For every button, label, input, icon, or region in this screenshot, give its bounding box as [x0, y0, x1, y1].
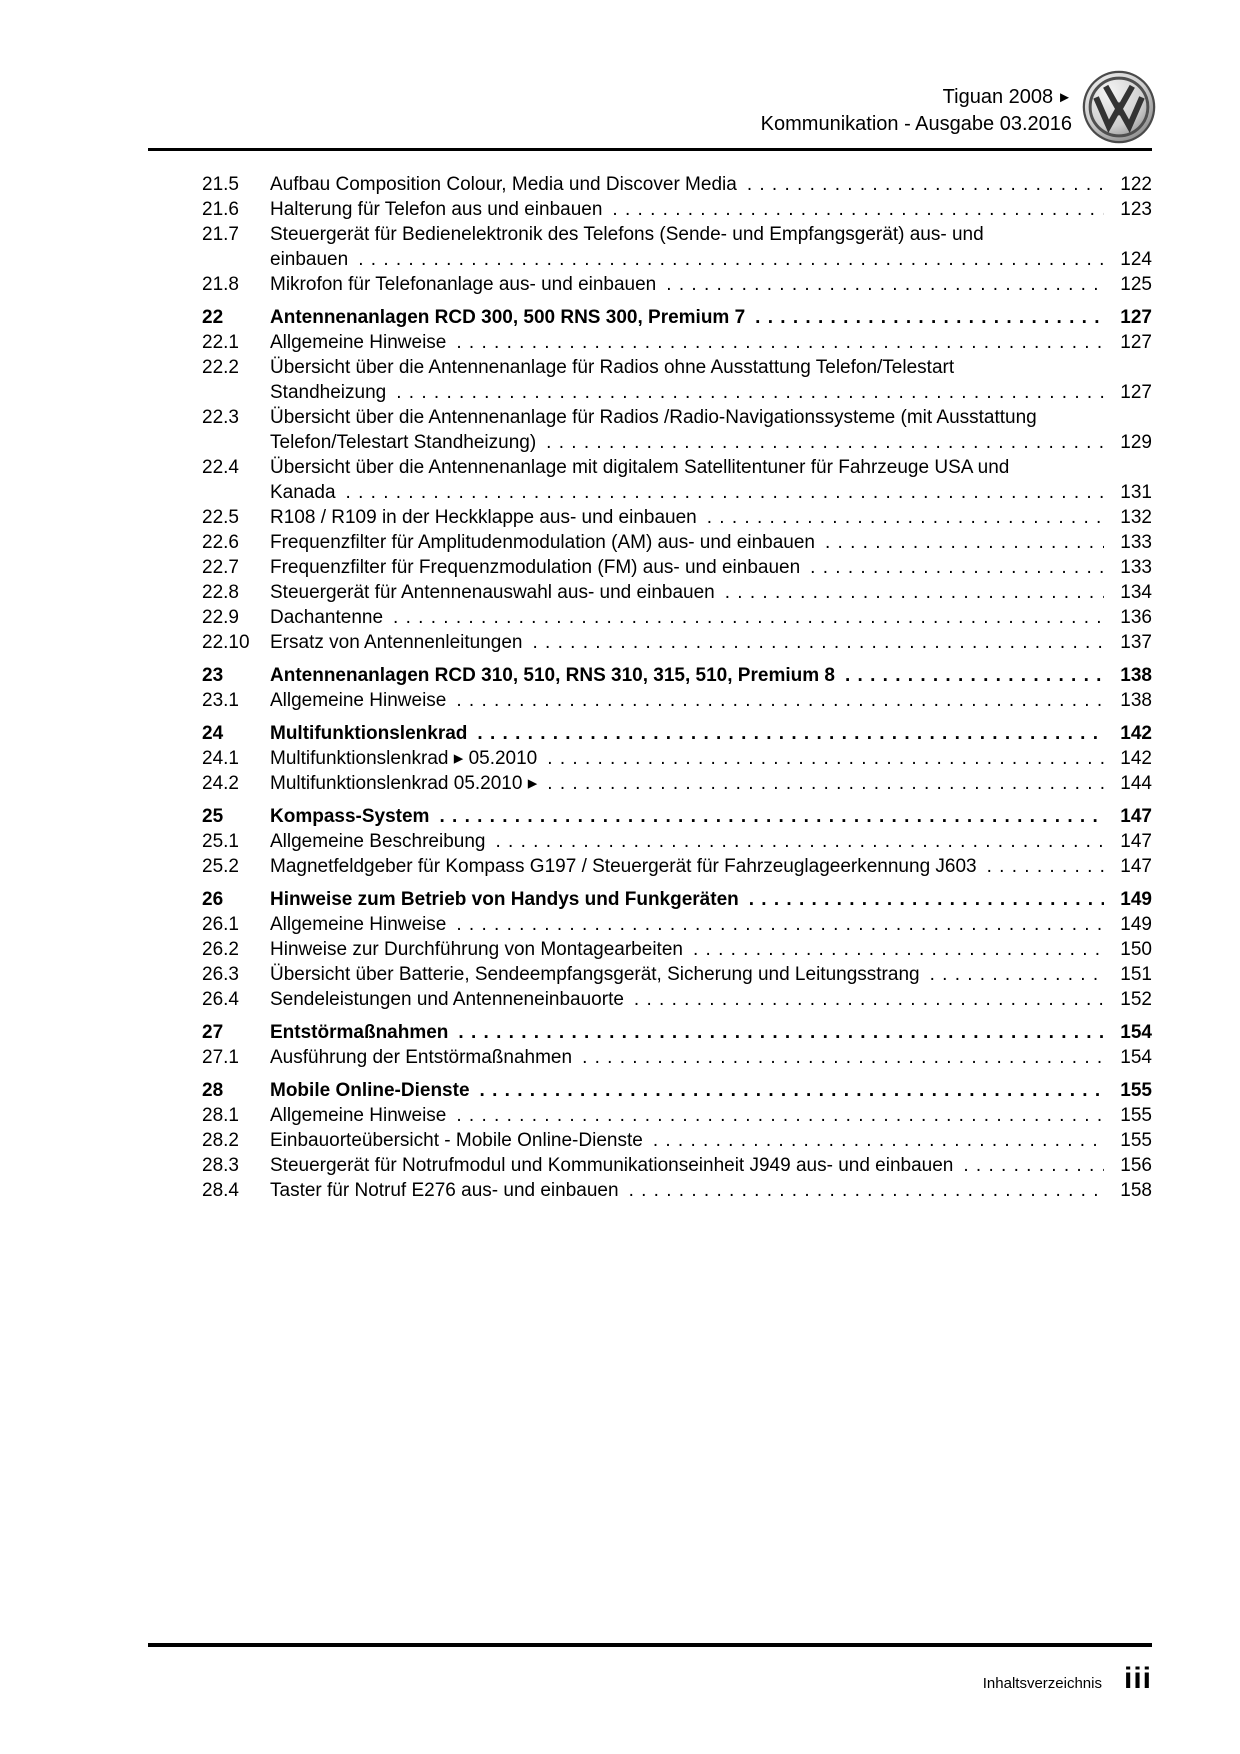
toc-entry-number: 22.7 — [202, 557, 239, 578]
toc-entry-content — [270, 688, 1152, 713]
toc-entry-page: 129 — [1120, 432, 1152, 453]
toc-entry-page: 127 — [1120, 382, 1152, 403]
toc-entry-title: Magnetfeldgeber für Kompass G197 / Steuergerät für Fahrzeuglageerkennung J603 — [270, 856, 977, 877]
dot-leader — [810, 555, 1104, 580]
toc-entry-number: 22.5 — [202, 507, 239, 528]
toc-entry-title: Standheizung — [270, 382, 387, 403]
toc-entry-number: 26.1 — [202, 914, 239, 935]
toc-entry-number: 21.5 — [202, 174, 239, 195]
toc-entry-title: Allgemeine Hinweise — [270, 690, 447, 711]
toc-entry-page: 149 — [1120, 889, 1152, 910]
toc-entry-content — [270, 1020, 1152, 1045]
toc-entry-page: 133 — [1120, 532, 1152, 553]
dot-leader — [456, 912, 1104, 937]
toc-entry[interactable] — [202, 1045, 1152, 1070]
dot-leader — [930, 962, 1104, 987]
toc-entry-title: einbauen — [270, 249, 349, 270]
dot-leader — [532, 630, 1104, 655]
toc-entry-content — [270, 222, 1152, 272]
toc-entry-number: 24.1 — [202, 748, 239, 769]
toc-entry-content — [270, 1078, 1152, 1103]
toc-entry[interactable] — [202, 887, 1152, 912]
dot-leader — [393, 605, 1104, 630]
toc-entry-title: Taster für Notruf E276 aus- und einbauen — [270, 1180, 619, 1201]
dot-leader — [707, 505, 1104, 530]
toc-entry[interactable] — [202, 580, 1152, 605]
dot-leader — [456, 1103, 1104, 1128]
toc-entry-content — [270, 663, 1152, 688]
toc-entry-content — [270, 555, 1152, 580]
toc-entry-title-wrap: Steuergerät für Bedienelektronik des Telefons (Sende- und Empfangsgerät) aus- und — [270, 224, 984, 245]
dot-leader — [495, 829, 1104, 854]
toc-entry-number: 28.1 — [202, 1105, 239, 1126]
toc-entry-page: 144 — [1120, 773, 1152, 794]
toc-entry[interactable] — [202, 804, 1152, 829]
toc-entry[interactable] — [202, 829, 1152, 854]
toc-entry-page: 154 — [1120, 1022, 1152, 1043]
toc-entry-content — [270, 1128, 1152, 1153]
toc-entry-number: 22.10 — [202, 632, 250, 653]
toc-entry-number: 22.1 — [202, 332, 239, 353]
toc-entry-content — [270, 771, 1152, 796]
toc-entry[interactable] — [202, 721, 1152, 746]
toc-entry-content — [270, 829, 1152, 854]
toc-entry[interactable] — [202, 1020, 1152, 1045]
toc-entry-page: 123 — [1120, 199, 1152, 220]
toc-entry-title: Halterung für Telefon aus und einbauen — [270, 199, 603, 220]
dot-leader — [987, 854, 1104, 879]
toc-entry-title-wrap: Übersicht über die Antennenanlage mit digitalem Satellitentuner für Fahrzeuge USA und — [270, 457, 1010, 478]
toc-entry-title: Mikrofon für Telefonanlage aus- und einbauen — [270, 274, 657, 295]
toc-entry-page: 155 — [1120, 1105, 1152, 1126]
toc-entry-page: 156 — [1120, 1155, 1152, 1176]
dot-leader — [439, 804, 1104, 829]
toc-entry-page: 155 — [1120, 1130, 1152, 1151]
dot-leader — [634, 987, 1104, 1012]
toc-entry-title: Aufbau Composition Colour, Media und Discover Media — [270, 174, 737, 195]
dot-leader — [458, 1020, 1104, 1045]
toc-entry-page: 132 — [1120, 507, 1152, 528]
toc-entry[interactable] — [202, 688, 1152, 713]
toc-entry-number: 25 — [202, 806, 224, 827]
toc-entry-title: Übersicht über Batterie, Sendeempfangsgerät, Sicherung und Leitungsstrang — [270, 964, 920, 985]
toc-entry-number: 21.6 — [202, 199, 239, 220]
dot-leader — [456, 688, 1104, 713]
dot-leader — [693, 937, 1104, 962]
toc-entry[interactable] — [202, 197, 1152, 222]
toc-entry-title: Allgemeine Hinweise — [270, 332, 447, 353]
toc-entry-number: 27.1 — [202, 1047, 239, 1068]
toc-entry-title: Sendeleistungen und Antenneneinbauorte — [270, 989, 624, 1010]
toc-entry-title: Hinweise zum Betrieb von Handys und Funkgeräten — [270, 889, 739, 910]
header-model: Tiguan 2008 — [942, 86, 1054, 108]
toc-entry-number: 24.2 — [202, 773, 239, 794]
toc-entry-content — [270, 912, 1152, 937]
toc-entry[interactable] — [202, 630, 1152, 655]
toc-entry-number: 28.3 — [202, 1155, 239, 1176]
toc-entry-content — [270, 355, 1152, 405]
dot-leader — [612, 197, 1104, 222]
toc-entry-title: Kompass-System — [270, 806, 430, 827]
toc-entry[interactable] — [202, 455, 1152, 505]
dot-leader — [358, 247, 1104, 272]
toc-entry-number: 25.1 — [202, 831, 239, 852]
toc-entry-content — [270, 937, 1152, 962]
toc-entry-content — [270, 1045, 1152, 1070]
toc-entry-content — [270, 721, 1152, 746]
header-subtitle: Kommunikation - Ausgabe 03.2016 — [760, 113, 1072, 135]
toc-entry[interactable] — [202, 746, 1152, 771]
dot-leader — [547, 746, 1104, 771]
toc-entry-number: 26.4 — [202, 989, 239, 1010]
toc-entry[interactable] — [202, 330, 1152, 355]
dot-leader — [825, 530, 1104, 555]
toc-entry-page: 138 — [1120, 665, 1152, 686]
toc-entry[interactable] — [202, 854, 1152, 879]
toc-entry-content — [270, 1153, 1152, 1178]
toc-entry-content — [270, 272, 1152, 297]
toc-entry-page: 147 — [1120, 831, 1152, 852]
toc-entry-number: 26.2 — [202, 939, 239, 960]
toc-entry-number: 22.2 — [202, 357, 239, 378]
toc-entry-content — [270, 987, 1152, 1012]
toc-entry[interactable] — [202, 663, 1152, 688]
toc-entry[interactable] — [202, 172, 1152, 197]
toc-entry-content — [270, 172, 1152, 197]
toc-entry[interactable] — [202, 1128, 1152, 1153]
toc-entry-title: Hinweise zur Durchführung von Montagearbeiten — [270, 939, 683, 960]
toc-entry[interactable] — [202, 912, 1152, 937]
toc-entry-number: 22.8 — [202, 582, 239, 603]
toc-entry-title: Allgemeine Hinweise — [270, 1105, 447, 1126]
dot-leader — [346, 480, 1104, 505]
toc-entry-content — [270, 804, 1152, 829]
toc-entry-page: 152 — [1120, 989, 1152, 1010]
toc-entry[interactable] — [202, 1153, 1152, 1178]
toc-entry[interactable] — [202, 987, 1152, 1012]
toc-entry-page: 134 — [1120, 582, 1152, 603]
toc-entry-content — [270, 962, 1152, 987]
toc-entry-page: 147 — [1120, 856, 1152, 877]
toc-entry[interactable] — [202, 505, 1152, 530]
toc-entry[interactable] — [202, 530, 1152, 555]
toc-entry[interactable] — [202, 937, 1152, 962]
toc-entry-number: 28.4 — [202, 1180, 239, 1201]
toc-entry[interactable] — [202, 222, 1152, 272]
toc-entry-number: 26.3 — [202, 964, 239, 985]
toc-entry-page: 136 — [1120, 607, 1152, 628]
toc-entry-number: 22.6 — [202, 532, 239, 553]
toc-entry[interactable] — [202, 1103, 1152, 1128]
toc-entry-number: 22.3 — [202, 407, 239, 428]
toc-entry-title: Dachantenne — [270, 607, 384, 628]
dot-leader — [725, 580, 1104, 605]
toc-entry[interactable] — [202, 272, 1152, 297]
toc-entry-title: Multifunktionslenkrad ▸ 05.2010 — [270, 748, 538, 769]
toc-entry-content — [270, 305, 1152, 330]
toc-entry-page: 125 — [1120, 274, 1152, 295]
toc-entry-content — [270, 854, 1152, 879]
dot-leader — [747, 172, 1104, 197]
toc-entry-page: 151 — [1120, 964, 1152, 985]
toc-entry-page: 150 — [1120, 939, 1152, 960]
toc-entry-page: 142 — [1120, 723, 1152, 744]
toc-entry-page: 142 — [1120, 748, 1152, 769]
toc-entry-content — [270, 605, 1152, 630]
right-arrow-icon: ► — [1057, 89, 1072, 106]
toc-entry-number: 26 — [202, 889, 224, 910]
dot-leader — [480, 1078, 1104, 1103]
footer-section-label: Inhaltsverzeichnis — [982, 1675, 1102, 1692]
toc-entry[interactable] — [202, 1078, 1152, 1103]
header-model-line — [761, 84, 1072, 111]
toc-entry-number: 28.2 — [202, 1130, 239, 1151]
toc-entry-title: Mobile Online-Dienste — [270, 1080, 470, 1101]
toc-entry-content — [270, 630, 1152, 655]
toc-entry-title: Ersatz von Antennenleitungen — [270, 632, 523, 653]
toc-entry-page: 122 — [1120, 174, 1152, 195]
table-of-contents — [202, 172, 1152, 1203]
toc-entry-content — [270, 580, 1152, 605]
toc-entry-number: 22.4 — [202, 457, 239, 478]
toc-entry-title: Steuergerät für Notrufmodul und Kommunikationseinheit J949 aus- und einbauen — [270, 1155, 954, 1176]
toc-entry-page: 158 — [1120, 1180, 1152, 1201]
toc-entry[interactable] — [202, 355, 1152, 405]
vw-logo-icon — [1082, 70, 1156, 144]
toc-entry-title: Steuergerät für Antennenauswahl aus- und einbauen — [270, 582, 715, 603]
toc-entry-content — [270, 197, 1152, 222]
toc-entry[interactable] — [202, 605, 1152, 630]
toc-entry-content — [270, 330, 1152, 355]
toc-entry[interactable] — [202, 405, 1152, 455]
toc-entry-title: Entstörmaßnahmen — [270, 1022, 449, 1043]
toc-entry-content — [270, 530, 1152, 555]
toc-entry-page: 127 — [1120, 307, 1152, 328]
toc-entry-number: 23 — [202, 665, 224, 686]
toc-entry-page: 154 — [1120, 1047, 1152, 1068]
footer-divider — [148, 1643, 1152, 1647]
toc-entry[interactable] — [202, 305, 1152, 330]
toc-entry-content — [270, 746, 1152, 771]
toc-entry-title: Multifunktionslenkrad — [270, 723, 468, 744]
toc-entry-page: 133 — [1120, 557, 1152, 578]
toc-entry-title: Antennenanlagen RCD 300, 500 RNS 300, Premium 7 — [270, 307, 746, 328]
toc-entry-title: Multifunktionslenkrad 05.2010 ▸ — [270, 773, 538, 794]
toc-entry-number: 21.8 — [202, 274, 239, 295]
page-footer — [983, 1662, 1152, 1696]
toc-entry-title: Ausführung der Entstörmaßnahmen — [270, 1047, 573, 1068]
toc-entry[interactable] — [202, 962, 1152, 987]
toc-entry-content — [270, 505, 1152, 530]
toc-entry[interactable] — [202, 1178, 1152, 1203]
toc-entry-number: 21.7 — [202, 224, 239, 245]
footer-page-number: iii — [1123, 1662, 1152, 1695]
toc-entry-content — [270, 455, 1152, 505]
toc-entry[interactable] — [202, 771, 1152, 796]
dot-leader — [477, 721, 1104, 746]
toc-entry-page: 155 — [1120, 1080, 1152, 1101]
dot-leader — [456, 330, 1104, 355]
toc-entry-page: 124 — [1120, 249, 1152, 270]
toc-entry-number: 28 — [202, 1080, 224, 1101]
dot-leader — [755, 305, 1104, 330]
toc-entry-number: 27 — [202, 1022, 224, 1043]
toc-entry-content — [270, 1103, 1152, 1128]
dot-leader — [582, 1045, 1104, 1070]
toc-entry-number: 22.9 — [202, 607, 239, 628]
dot-leader — [666, 272, 1104, 297]
toc-entry-number: 22 — [202, 307, 224, 328]
toc-entry-title: Einbauorteübersicht - Mobile Online-Dienste — [270, 1130, 643, 1151]
toc-entry-title: Antennenanlagen RCD 310, 510, RNS 310, 315, 510, Premium 8 — [270, 665, 835, 686]
toc-entry-title: Telefon/Telestart Standheizung) — [270, 432, 537, 453]
toc-entry-number: 23.1 — [202, 690, 239, 711]
toc-entry-number: 24 — [202, 723, 224, 744]
toc-entry-page: 147 — [1120, 806, 1152, 827]
toc-entry-page: 131 — [1120, 482, 1152, 503]
dot-leader — [547, 771, 1104, 796]
dot-leader — [546, 430, 1104, 455]
toc-entry-page: 127 — [1120, 332, 1152, 353]
toc-entry-content — [270, 405, 1152, 455]
page-header — [761, 84, 1072, 138]
toc-entry-title: Frequenzfilter für Amplitudenmodulation (AM) aus- und einbauen — [270, 532, 815, 553]
toc-entry-page: 137 — [1120, 632, 1152, 653]
toc-entry-page: 138 — [1120, 690, 1152, 711]
dot-leader — [653, 1128, 1104, 1153]
toc-entry[interactable] — [202, 555, 1152, 580]
dot-leader — [629, 1178, 1104, 1203]
toc-entry-page: 149 — [1120, 914, 1152, 935]
toc-entry-title: Allgemeine Hinweise — [270, 914, 447, 935]
dot-leader — [749, 887, 1104, 912]
toc-entry-title: Frequenzfilter für Frequenzmodulation (FM) aus- und einbauen — [270, 557, 801, 578]
toc-entry-title: R108 / R109 in der Heckklappe aus- und einbauen — [270, 507, 697, 528]
toc-entry-title-wrap: Übersicht über die Antennenanlage für Radios ohne Ausstattung Telefon/Telestart — [270, 357, 955, 378]
toc-entry-content — [270, 1178, 1152, 1203]
toc-entry-title-wrap: Übersicht über die Antennenanlage für Radios /Radio-Navigationssysteme (mit Ausstattung — [270, 407, 1037, 428]
toc-entry-content — [270, 887, 1152, 912]
toc-entry-title: Kanada — [270, 482, 336, 503]
toc-entry-number: 25.2 — [202, 856, 239, 877]
toc-entry-title: Allgemeine Beschreibung — [270, 831, 486, 852]
dot-leader — [845, 663, 1104, 688]
dot-leader — [963, 1153, 1104, 1178]
header-divider — [148, 148, 1152, 151]
dot-leader — [396, 380, 1104, 405]
